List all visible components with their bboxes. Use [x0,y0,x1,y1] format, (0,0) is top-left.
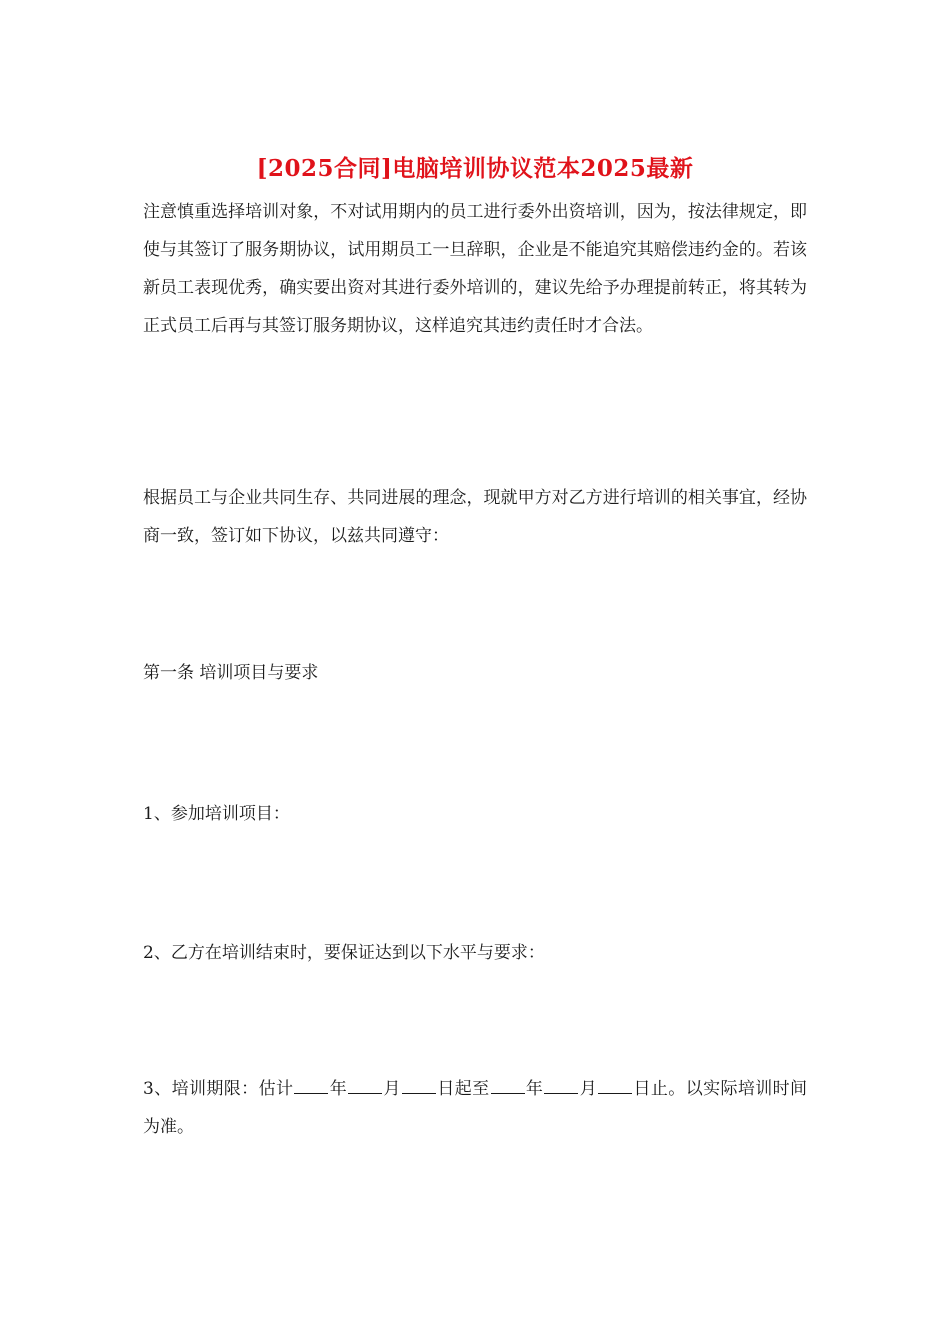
blank-start-year [294,1076,328,1094]
blank-end-day [598,1076,632,1094]
blank-start-month [348,1076,382,1094]
year-label-1: 年 [329,1079,348,1099]
article-1-heading: 第一条 培训项目与要求 [143,663,319,683]
intro-paragraph: 注意慎重选择培训对象，不对试用期内的员工进行委外出资培训，因为，按法律规定，即使与其签订了服务期协议，试用期员工一旦辞职，企业是不能追究其赔偿违约金的。若该新员工表现优秀，确实要出资对其进行委外培训的，建议先给予办理提前转正，将其转为正式员工后再与其签订服务期协议，这样追究其违约责任时才合法。 [143,202,807,336]
item-2-requirements: 2、乙方在培训结束时，要保证达到以下水平与要求： [143,943,545,963]
month-label-2: 月 [579,1079,598,1099]
month-label-1: 月 [383,1079,401,1099]
period-prefix: 3、培训期限：估计 [143,1079,294,1099]
document-title: [2025合同]电脑培训协议范本2025最新 [256,155,694,182]
preamble-paragraph: 根据员工与企业共同生存、共同进展的理念，现就甲方对乙方进行培训的相关事宜，经协商一致，签订如下协议，以兹共同遵守： [143,488,807,546]
day-label-1: 日起至 [436,1079,490,1099]
blank-start-day [402,1076,436,1094]
blank-end-month [544,1076,578,1094]
item-3-training-period [143,1070,807,1146]
period-suffix: 日止。以实际培训时间为准。 [143,1079,808,1137]
blank-end-year [491,1076,525,1094]
year-label-2: 年 [525,1079,544,1099]
item-1-training-project: 1、参加培训项目： [143,804,290,824]
